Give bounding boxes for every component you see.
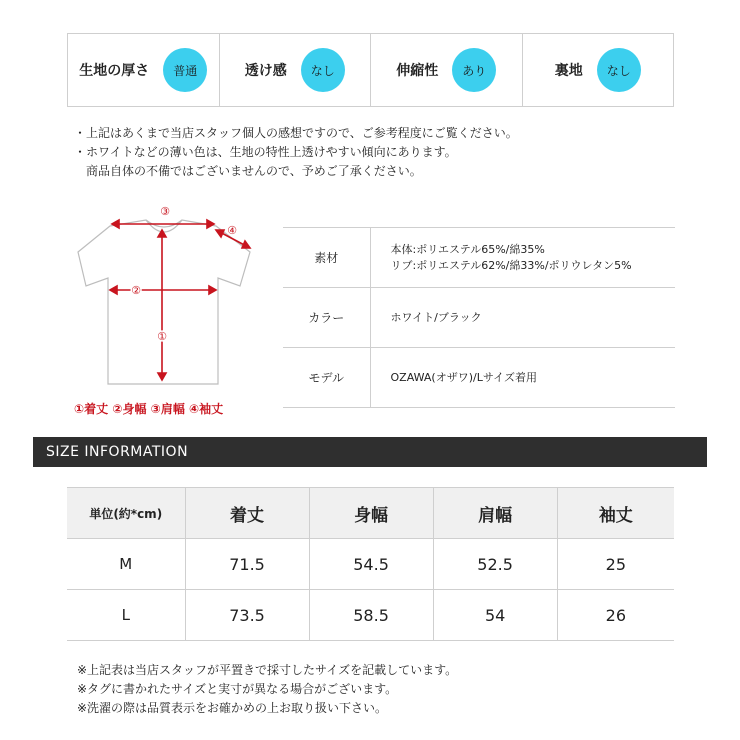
property-badge: なし xyxy=(597,48,641,92)
property-badge: 普通 xyxy=(163,48,207,92)
spec-line: 本体:ポリエステル65%/綿35% xyxy=(390,242,545,256)
column-header: 肩幅 xyxy=(433,488,557,539)
spec-row xyxy=(283,228,675,288)
property-thickness xyxy=(67,34,220,106)
unit-label: 単位(約*cm) xyxy=(67,488,185,539)
arrow-head xyxy=(242,241,250,248)
arrow-head xyxy=(209,286,216,294)
spec-value xyxy=(370,348,675,408)
marker-4: ④ xyxy=(227,224,237,237)
table-cell: 73.5 xyxy=(185,590,309,641)
table-row xyxy=(67,539,674,590)
spec-table xyxy=(283,227,675,408)
spec-line: OZAWA(オザワ)/Lサイズ着用 xyxy=(390,370,537,384)
table-cell: 52.5 xyxy=(433,539,557,590)
property-stretch xyxy=(371,34,523,106)
column-header: 着丈 xyxy=(185,488,309,539)
table-cell: 26 xyxy=(557,590,674,641)
arrow-head xyxy=(110,286,117,294)
measure-arrows xyxy=(110,220,250,380)
property-label: 裏地 xyxy=(554,63,583,79)
property-badge: あり xyxy=(452,48,496,92)
arrow-head xyxy=(216,230,224,237)
table-cell: 71.5 xyxy=(185,539,309,590)
marker-2: ② xyxy=(131,284,141,297)
tshirt-diagram xyxy=(70,200,270,420)
property-label: 透け感 xyxy=(244,63,287,79)
table-row xyxy=(67,590,674,641)
arrow-head xyxy=(158,373,166,380)
spec-value xyxy=(370,228,675,288)
footnote-line: ※タグに書かれたサイズと実寸が異なる場合がございます。 xyxy=(77,682,398,696)
spec-key: モデル xyxy=(283,348,370,408)
arrow-head xyxy=(112,220,119,228)
table-cell: 54 xyxy=(433,590,557,641)
property-badge: なし xyxy=(301,48,345,92)
tshirt-outline xyxy=(78,220,250,384)
footnote-line: ※洗濯の際は品質表示をお確かめの上お取り扱い下さい。 xyxy=(77,701,388,715)
size-table xyxy=(67,487,674,641)
property-transparency xyxy=(220,34,372,106)
marker-3: ③ xyxy=(160,205,170,218)
spec-row xyxy=(283,288,675,348)
table-cell: 25 xyxy=(557,539,674,590)
size-table-header-row xyxy=(67,488,674,539)
arrow-head xyxy=(207,220,214,228)
column-header: 身幅 xyxy=(309,488,433,539)
spec-row xyxy=(283,348,675,408)
diagram-legend: ①着丈 ②身幅 ③肩幅 ④袖丈 xyxy=(74,402,224,416)
spec-line: リブ:ポリエステル62%/綿33%/ポリウレタン5% xyxy=(390,258,632,272)
notes xyxy=(74,124,518,181)
footnotes xyxy=(77,661,457,718)
table-cell: 54.5 xyxy=(309,539,433,590)
footnote-line: ※上記表は当店スタッフが平置きで採寸したサイズを記載しています。 xyxy=(77,663,458,677)
column-header: 袖丈 xyxy=(557,488,674,539)
spec-value xyxy=(370,288,675,348)
size-label: M xyxy=(67,539,185,590)
property-label: 伸縮性 xyxy=(396,63,439,79)
fabric-properties xyxy=(67,33,674,107)
note-line: 商品自体の不備ではございませんので、予めご了承ください。 xyxy=(74,164,422,178)
note-line: ・ホワイトなどの薄い色は、生地の特性上透けやすい傾向にあります。 xyxy=(74,145,457,159)
marker-1: ① xyxy=(157,330,167,343)
spec-line: ホワイト/ブラック xyxy=(390,310,482,324)
note-line: ・上記はあくまで当店スタッフ個人の感想ですので、ご参考程度にご覧ください。 xyxy=(74,126,518,140)
property-label: 生地の厚さ xyxy=(79,63,150,79)
spec-key: カラー xyxy=(283,288,370,348)
property-lining xyxy=(523,34,675,106)
size-label: L xyxy=(67,590,185,641)
size-information-header: SIZE INFORMATION xyxy=(33,437,707,467)
table-cell: 58.5 xyxy=(309,590,433,641)
spec-key: 素材 xyxy=(283,228,370,288)
